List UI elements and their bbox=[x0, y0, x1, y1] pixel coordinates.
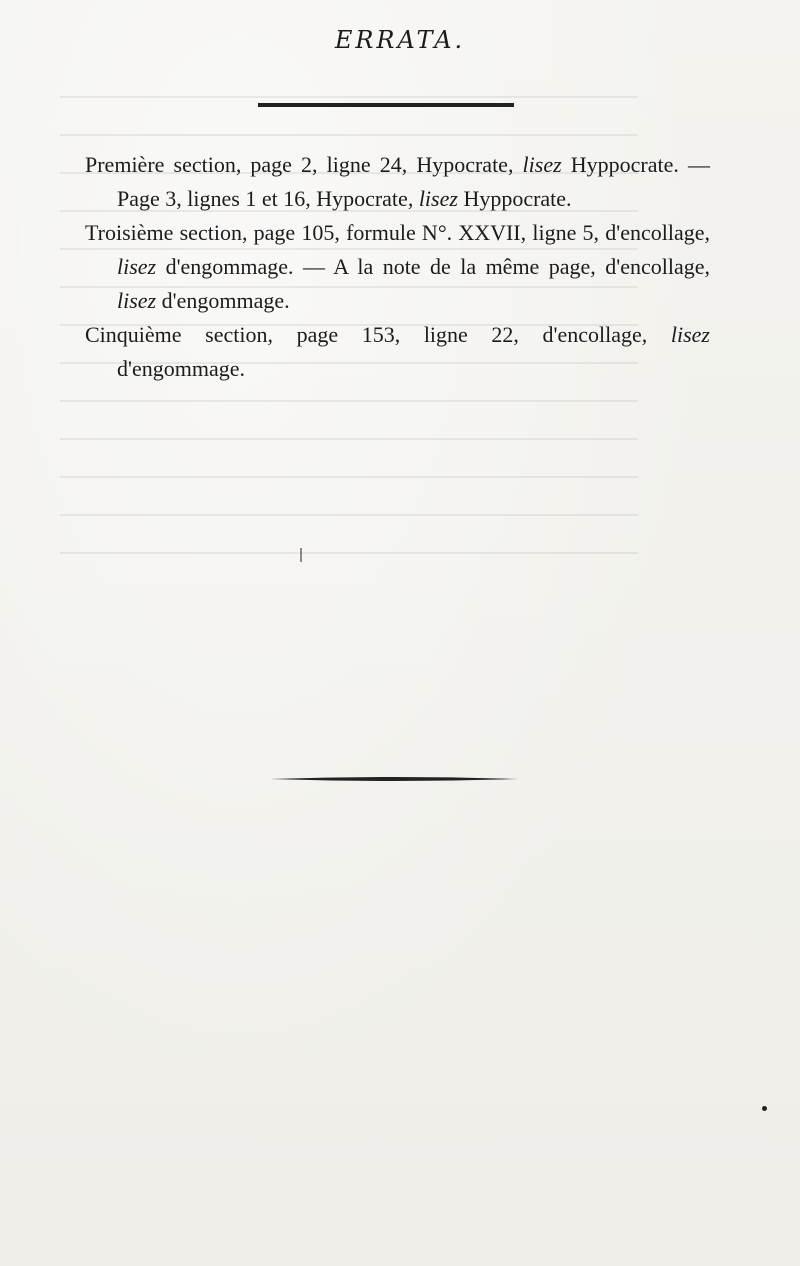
entry-text: Hyppocrate. bbox=[457, 186, 572, 211]
entry-text: d'engommage. — A la note de la même page, d'encollage, bbox=[156, 254, 710, 279]
errata-entry bbox=[85, 318, 710, 386]
entry-text: d'engommage. bbox=[117, 356, 245, 381]
title-rule bbox=[258, 103, 514, 107]
entry-lisez: lisez bbox=[418, 186, 458, 211]
entry-text: Hyppocrate. — Page 3, lignes 1 et 16, Hypocrate, bbox=[117, 152, 710, 211]
entry-text: d'engommage. bbox=[156, 288, 290, 313]
entry-text: Cinquième section, page 153, ligne 22, d'encollage, bbox=[85, 322, 671, 347]
entry-lisez: lisez bbox=[670, 322, 710, 347]
ornamental-rule bbox=[270, 775, 518, 783]
paper-speck bbox=[762, 1106, 767, 1111]
page-title: ERRATA. bbox=[334, 26, 466, 54]
errata-list bbox=[85, 148, 710, 386]
entry-text: Troisième section, page 105, formule N°. XXVII, ligne 5, d'encollage, bbox=[85, 220, 710, 245]
entry-lisez: lisez bbox=[117, 288, 157, 313]
entry-text: Première section, page 2, ligne 24, Hypocrate, bbox=[85, 152, 523, 177]
errata-entry bbox=[85, 216, 710, 318]
paper-speck bbox=[300, 548, 302, 562]
entry-lisez: lisez bbox=[117, 254, 157, 279]
entry-lisez: lisez bbox=[522, 152, 562, 177]
errata-entry bbox=[85, 148, 710, 216]
